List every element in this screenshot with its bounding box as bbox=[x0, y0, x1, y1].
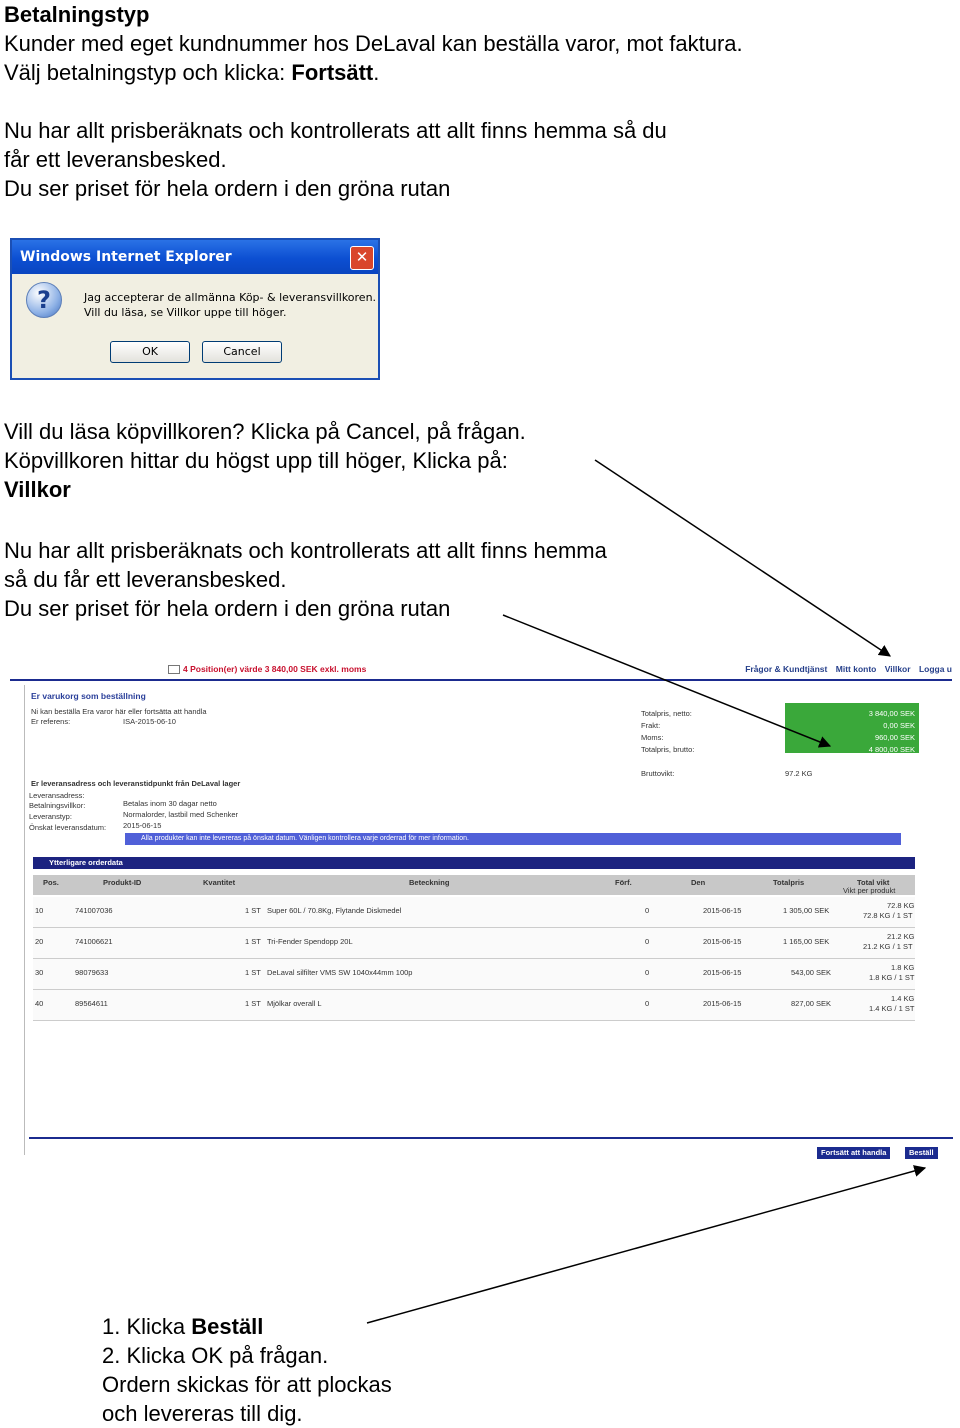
text-line: så du får ett leveransbesked. bbox=[4, 567, 287, 592]
delivery-label: Leveranstyp: bbox=[29, 812, 72, 821]
col-weight-per-product: Vikt per produkt bbox=[843, 886, 896, 895]
weight-label: Bruttovikt: bbox=[641, 769, 675, 778]
dialog-title: Windows Internet Explorer bbox=[20, 249, 232, 265]
nav-terms[interactable]: Villkor bbox=[884, 664, 911, 674]
delivery-label: Betalningsvillkor: bbox=[29, 801, 86, 810]
dialog-message: Jag accepterar de allmänna Köp- & leveransvillkoren. Vill du läsa, se Villkor uppe till höger. bbox=[84, 291, 377, 319]
question-icon: ? bbox=[26, 282, 62, 318]
table-row: 10 741007036 1 ST Super 60L / 70.8Kg, Flytande Diskmedel 0 2015-06-15 1 305,00 SEK 72.8 KG 72.8 KG / 1 ST bbox=[33, 897, 915, 928]
total-label: Frakt: bbox=[641, 721, 661, 730]
total-value: 960,00 SEK bbox=[874, 733, 915, 742]
ref-value: ISA-2015-06-10 bbox=[123, 717, 176, 726]
step-4: och levereras till dig. bbox=[102, 1401, 303, 1426]
intro-line: Kunder med eget kundnummer hos DeLaval kan beställa varor, mot faktura. bbox=[4, 31, 743, 56]
text-line: Du ser priset för hela ordern i den gröna rutan bbox=[4, 596, 451, 621]
step-3: Ordern skickas för att plockas bbox=[102, 1372, 392, 1397]
intro-line: Nu har allt prisberäknats och kontrollerats att allt finns hemma så du bbox=[4, 118, 667, 143]
text-line: Nu har allt prisberäknats och kontrollerats att allt finns hemma bbox=[4, 538, 607, 563]
col-quantity: Kvantitet bbox=[203, 878, 236, 887]
nav-logout[interactable]: Logga u bbox=[918, 664, 952, 674]
ref-label: Er referens: bbox=[31, 717, 71, 726]
total-label: Totalpris, brutto: bbox=[641, 745, 695, 754]
delivery-label: Önskat leveransdatum: bbox=[29, 823, 107, 832]
total-value: 3 840,00 SEK bbox=[868, 709, 915, 718]
arrow-to-order-button bbox=[367, 1168, 925, 1323]
section-header-order-data[interactable]: Ytterligare orderdata bbox=[33, 857, 915, 869]
weight-value: 97.2 KG bbox=[785, 769, 813, 778]
delivery-label: Leveransadress: bbox=[29, 791, 85, 800]
total-label: Totalpris, netto: bbox=[641, 709, 692, 718]
order-button[interactable]: Beställ bbox=[905, 1147, 938, 1159]
text-line: Vill du läsa köpvillkoren? Klicka på Cancel, på frågan. bbox=[4, 419, 526, 444]
delivery-value: Betalas inom 30 dagar netto bbox=[123, 799, 217, 808]
table-row: 40 89564611 1 ST Mjölkar overall L 0 2015-06-15 827,00 SEK 1.4 KG 1.4 KG / 1 ST bbox=[33, 990, 915, 1021]
intro-line: Du ser priset för hela ordern i den gröna rutan bbox=[4, 176, 451, 201]
continue-shopping-button[interactable]: Fortsätt att handla bbox=[817, 1147, 890, 1159]
col-total-weight: Total vikt bbox=[857, 878, 890, 887]
total-value: 4 800,00 SEK bbox=[868, 745, 915, 754]
nav-account[interactable]: Mitt konto bbox=[835, 664, 877, 674]
delivery-value: Normalorder, lastbil med Schenker bbox=[123, 810, 239, 819]
col-pos: Pos. bbox=[43, 878, 59, 887]
col-description: Beteckning bbox=[409, 878, 450, 887]
villkor-label: Villkor bbox=[4, 477, 71, 502]
close-icon[interactable]: ✕ bbox=[350, 246, 374, 270]
col-product-id: Produkt-ID bbox=[103, 878, 142, 887]
total-value: 0,00 SEK bbox=[883, 721, 915, 730]
ok-button[interactable]: OK bbox=[110, 341, 190, 363]
table-row: 20 741006621 1 ST Tri-Fender Spendopp 20L 0 2015-06-15 1 165,00 SEK 21.2 KG 21.2 KG / 1 ST bbox=[33, 928, 915, 959]
nav-faq[interactable]: Frågor & Kundtjänst bbox=[745, 664, 828, 674]
delivery-value: 2015-06-15 bbox=[123, 821, 162, 830]
arrow-to-green-box bbox=[503, 615, 830, 746]
arrow-to-villkor bbox=[595, 460, 890, 656]
intro-line: Välj betalningstyp och klicka: Fortsätt. bbox=[4, 60, 380, 85]
text-line: Köpvillkoren hittar du högst upp till höger, Klicka på: bbox=[4, 448, 508, 473]
section-heading: Betalningstyp bbox=[4, 2, 150, 27]
table-row: 30 98079633 1 ST DeLaval silfilter VMS SW 1040x44mm 100p 0 2015-06-15 543,00 SEK 1.8 KG 1.8 KG / 1 ST bbox=[33, 959, 915, 990]
col-forf: Förf. bbox=[615, 878, 632, 887]
cart-summary[interactable]: 4 Position(er) värde 3 840,00 SEK exkl. moms bbox=[168, 664, 366, 674]
intro-line: får ett leveransbesked. bbox=[4, 147, 227, 172]
total-label: Moms: bbox=[641, 733, 664, 742]
info-bar: Alla produkter kan inte levereras på önskat datum. Vänligen kontrollera varje orderrad för mer information. bbox=[125, 833, 901, 845]
info-text: Ni kan beställa Era varor här eller fortsätta att handla bbox=[31, 707, 207, 716]
step-2: 2. Klicka OK på frågan. bbox=[102, 1343, 329, 1368]
step-1: 1. Klicka Beställ bbox=[102, 1314, 264, 1339]
col-total-price: Totalpris bbox=[773, 878, 805, 887]
panel-title: Er varukorg som beställning bbox=[31, 691, 146, 701]
col-den: Den bbox=[691, 878, 706, 887]
cancel-button[interactable]: Cancel bbox=[202, 341, 282, 363]
delivery-title: Er leveransadress och leveranstidpunkt från DeLaval lager bbox=[31, 779, 241, 788]
